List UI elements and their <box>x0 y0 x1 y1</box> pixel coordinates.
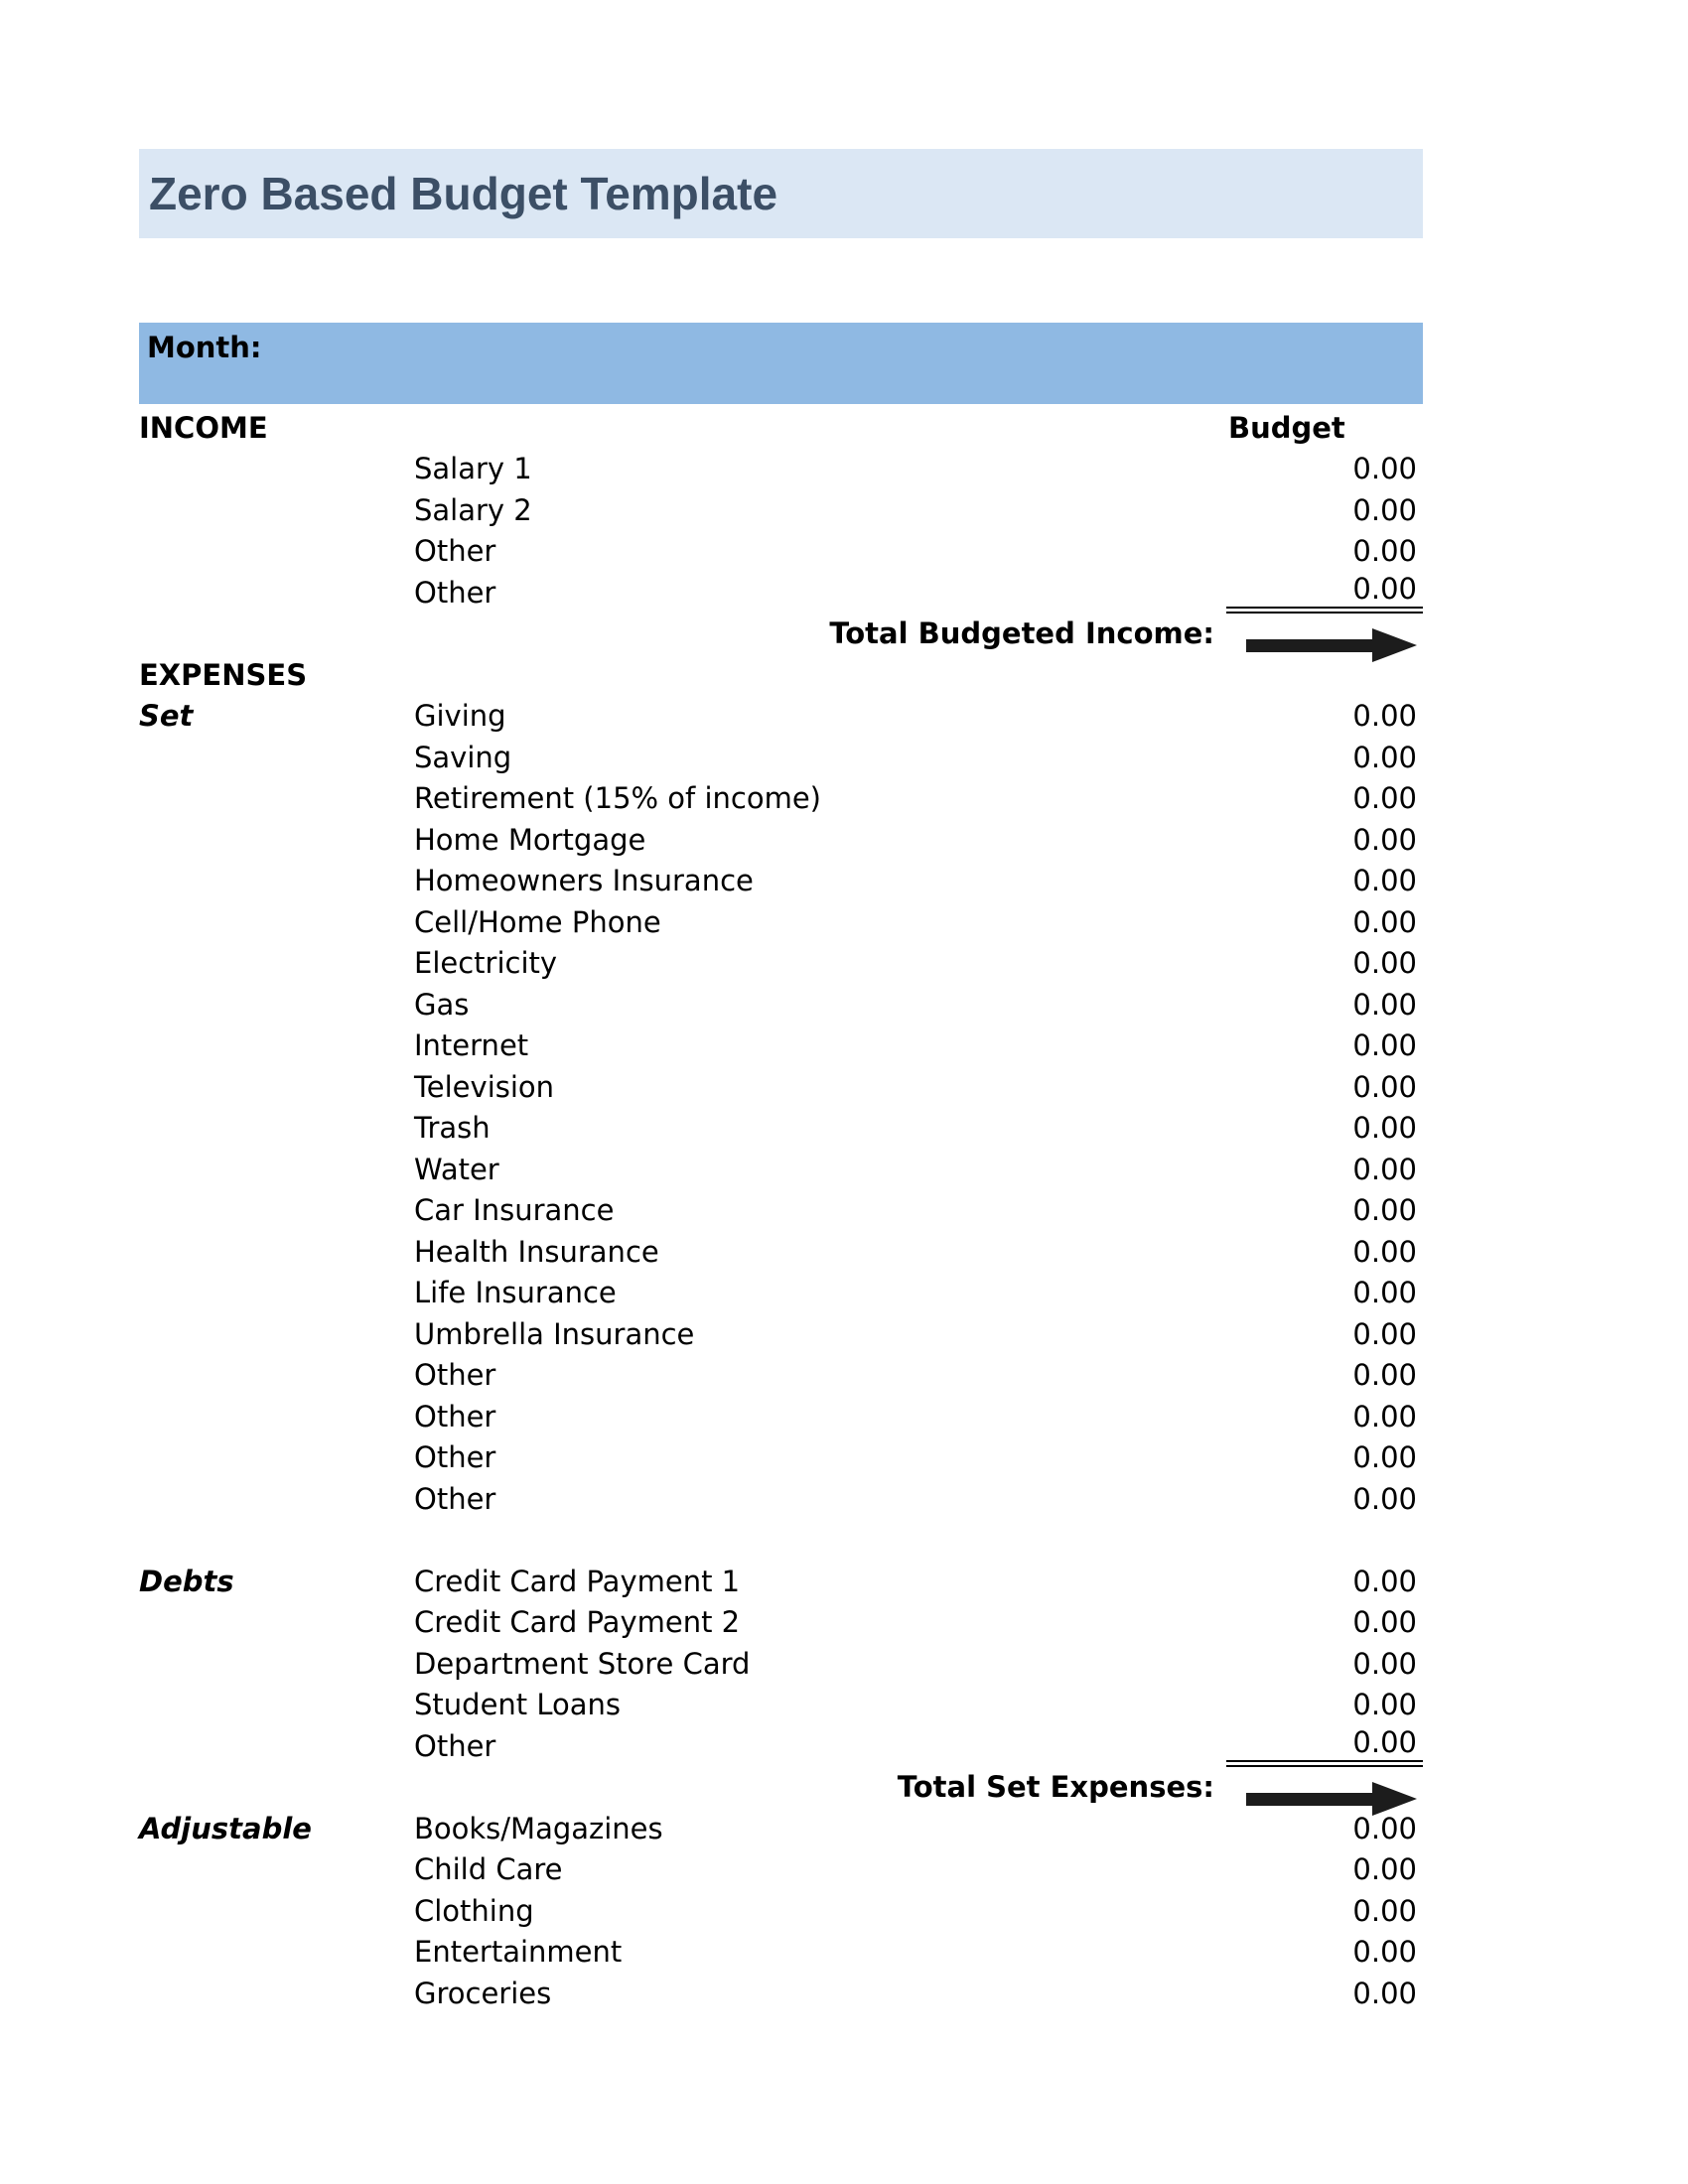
budget-value[interactable]: 0.00 <box>1352 904 1417 939</box>
spacer <box>139 1108 414 1150</box>
spacer <box>139 531 414 573</box>
table-row <box>139 1149 1423 1190</box>
item-label: Salary 2 <box>414 492 532 527</box>
item-label: Homeowners Insurance <box>414 864 754 898</box>
spacer <box>139 1066 414 1108</box>
spacer <box>139 1973 414 2014</box>
budget-value[interactable]: 0.00 <box>1352 1152 1417 1186</box>
table-row <box>139 1273 1423 1314</box>
budget-value[interactable]: 0.00 <box>1352 1234 1417 1269</box>
spacer <box>139 449 414 490</box>
table-row <box>139 737 1423 778</box>
item-label: Child Care <box>414 1852 563 1887</box>
table-row <box>139 531 1423 573</box>
spacer <box>139 1890 414 1932</box>
table-row <box>139 1437 1423 1479</box>
item-label: Credit Card Payment 1 <box>414 1564 741 1598</box>
table-row <box>139 1190 1423 1232</box>
item-label: Other <box>414 1481 496 1516</box>
item-label: Department Store Card <box>414 1646 751 1681</box>
item-label: Other <box>414 1440 496 1475</box>
item-label: Salary 1 <box>414 452 532 486</box>
budget-value[interactable]: 0.00 <box>1352 452 1417 486</box>
table-row <box>139 1355 1423 1397</box>
budget-value[interactable]: 0.00 <box>1226 1725 1423 1767</box>
debts-subsection-header: Debts <box>139 1564 234 1598</box>
budget-value[interactable]: 0.00 <box>1352 1564 1417 1598</box>
budget-value[interactable]: 0.00 <box>1352 946 1417 981</box>
income-total-label: Total Budgeted Income: <box>829 616 1214 651</box>
budget-value[interactable]: 0.00 <box>1352 492 1417 527</box>
item-label: Television <box>414 1069 555 1104</box>
budget-value[interactable]: 0.00 <box>1352 1481 1417 1516</box>
spacer <box>139 1849 414 1891</box>
income-total-row <box>139 614 1423 655</box>
budget-column-header: Budget <box>1228 410 1345 445</box>
spacer <box>139 1273 414 1314</box>
spacer <box>414 407 1226 449</box>
budget-value[interactable]: 0.00 <box>1352 1646 1417 1681</box>
item-label: Health Insurance <box>414 1234 659 1269</box>
income-section-header: INCOME <box>139 410 268 445</box>
item-label: Books/Magazines <box>414 1811 663 1845</box>
table-row <box>139 1231 1423 1273</box>
budget-value[interactable]: 0.00 <box>1352 987 1417 1022</box>
table-row <box>139 1890 1423 1932</box>
table-row <box>139 572 1423 614</box>
spacer <box>139 1932 414 1974</box>
spacer <box>139 1396 414 1437</box>
spacer <box>139 737 414 778</box>
item-label: Internet <box>414 1028 529 1063</box>
spacer <box>139 1231 414 1273</box>
spacer <box>139 1025 414 1067</box>
month-label: Month: <box>147 331 262 364</box>
item-label: Credit Card Payment 2 <box>414 1605 741 1640</box>
item-label: Trash <box>414 1111 491 1146</box>
item-label: Other <box>414 534 496 569</box>
spacer <box>0 0 1688 149</box>
spacer <box>139 1190 414 1232</box>
table-row <box>139 1478 1423 1520</box>
budget-value[interactable]: 0.00 <box>1352 1111 1417 1146</box>
item-label: Gas <box>414 987 470 1022</box>
budget-value[interactable]: 0.00 <box>1352 1935 1417 1970</box>
item-label: Cell/Home Phone <box>414 904 661 939</box>
item-label: Groceries <box>414 1976 552 2010</box>
table-row <box>139 1932 1423 1974</box>
spacer <box>139 1725 414 1767</box>
budget-value[interactable]: 0.00 <box>1352 1069 1417 1104</box>
spacer <box>139 1685 414 1726</box>
table-row <box>139 1313 1423 1355</box>
item-label: Other <box>414 1358 496 1393</box>
budget-value[interactable]: 0.00 <box>1352 1440 1417 1475</box>
budget-value[interactable]: 0.00 <box>1352 1811 1417 1845</box>
spacer <box>139 1643 414 1685</box>
set-expenses-total-row <box>139 1767 1423 1809</box>
budget-value[interactable]: 0.00 <box>1226 572 1423 614</box>
set-subsection-header: Set <box>139 699 194 734</box>
spacer-row <box>139 1520 1423 1562</box>
expenses-section-header: EXPENSES <box>139 657 308 692</box>
spacer <box>139 1355 414 1397</box>
budget-value[interactable]: 0.00 <box>1352 781 1417 816</box>
table-row <box>139 1066 1423 1108</box>
item-label: Clothing <box>414 1893 534 1928</box>
budget-value[interactable]: 0.00 <box>1352 1688 1417 1722</box>
item-label: Other <box>414 575 496 610</box>
month-input[interactable] <box>139 323 1423 404</box>
table-row <box>139 1808 1423 1849</box>
budget-value[interactable]: 0.00 <box>1352 1605 1417 1640</box>
table-row <box>139 901 1423 943</box>
title-banner <box>139 149 1423 238</box>
item-label: Other <box>414 1399 496 1433</box>
total-set-expenses-arrow-icon <box>1246 1782 1417 1816</box>
item-label: Giving <box>414 699 506 734</box>
spacer <box>139 1602 414 1644</box>
table-row <box>139 819 1423 861</box>
total-budgeted-income-arrow-icon <box>1246 628 1417 662</box>
table-row <box>139 1396 1423 1437</box>
item-label: Life Insurance <box>414 1276 617 1310</box>
table-row <box>139 1685 1423 1726</box>
spacer <box>139 778 414 820</box>
adjustable-subsection-header: Adjustable <box>139 1811 312 1845</box>
budget-value[interactable]: 0.00 <box>1352 740 1417 774</box>
budget-value[interactable]: 0.00 <box>1352 1852 1417 1887</box>
item-label: Other <box>414 1728 496 1763</box>
spacer <box>414 654 1226 696</box>
item-label: Water <box>414 1152 499 1186</box>
item-label: Retirement (15% of income) <box>414 781 821 816</box>
budget-value[interactable]: 0.00 <box>1352 1399 1417 1433</box>
budget-value[interactable]: 0.00 <box>1352 864 1417 898</box>
item-label: Saving <box>414 740 512 774</box>
spacer <box>139 1149 414 1190</box>
income-total-cell <box>1226 614 1423 655</box>
table-row <box>139 1725 1423 1767</box>
spacer <box>139 489 414 531</box>
content-area <box>139 149 1423 2014</box>
spacer <box>139 943 414 985</box>
item-label: Car Insurance <box>414 1193 615 1228</box>
spacer <box>139 861 414 902</box>
spacer <box>139 819 414 861</box>
table-row <box>139 1643 1423 1685</box>
budget-value[interactable]: 0.00 <box>1352 699 1417 734</box>
spacer <box>139 1313 414 1355</box>
table-row <box>139 1025 1423 1067</box>
table-row <box>139 778 1423 820</box>
table-row <box>139 1973 1423 2014</box>
expenses-header-row <box>139 654 1423 696</box>
table-row <box>139 943 1423 985</box>
item-label: Umbrella Insurance <box>414 1316 695 1351</box>
budget-value[interactable]: 0.00 <box>1352 1893 1417 1928</box>
table-row <box>139 984 1423 1025</box>
item-label: Entertainment <box>414 1935 623 1970</box>
budget-value[interactable]: 0.00 <box>1352 1976 1417 2010</box>
budget-value[interactable]: 0.00 <box>1352 1028 1417 1063</box>
item-label: Student Loans <box>414 1688 622 1722</box>
budget-value[interactable]: 0.00 <box>1352 1316 1417 1351</box>
table-row <box>139 1602 1423 1644</box>
table-row <box>139 449 1423 490</box>
spacer <box>139 984 414 1025</box>
table-row <box>139 489 1423 531</box>
spacer <box>139 1478 414 1520</box>
spacer <box>139 901 414 943</box>
table-row <box>139 1108 1423 1150</box>
budget-value[interactable]: 0.00 <box>1352 1193 1417 1228</box>
budget-value[interactable]: 0.00 <box>1352 1276 1417 1310</box>
table-row <box>139 861 1423 902</box>
item-label: Electricity <box>414 946 558 981</box>
spacer <box>139 572 414 614</box>
income-header-row <box>139 407 1423 449</box>
budget-value[interactable]: 0.00 <box>1352 822 1417 857</box>
budget-value[interactable]: 0.00 <box>1352 534 1417 569</box>
set-expenses-total-label: Total Set Expenses: <box>897 1770 1214 1805</box>
item-label: Home Mortgage <box>414 822 646 857</box>
page-title: Zero Based Budget Template <box>149 168 778 219</box>
set-expenses-total-cell <box>1226 1767 1423 1809</box>
table-row <box>139 1561 1423 1602</box>
budget-value[interactable]: 0.00 <box>1352 1358 1417 1393</box>
table-row <box>139 1849 1423 1891</box>
table-row <box>139 696 1423 738</box>
spacer <box>139 1437 414 1479</box>
